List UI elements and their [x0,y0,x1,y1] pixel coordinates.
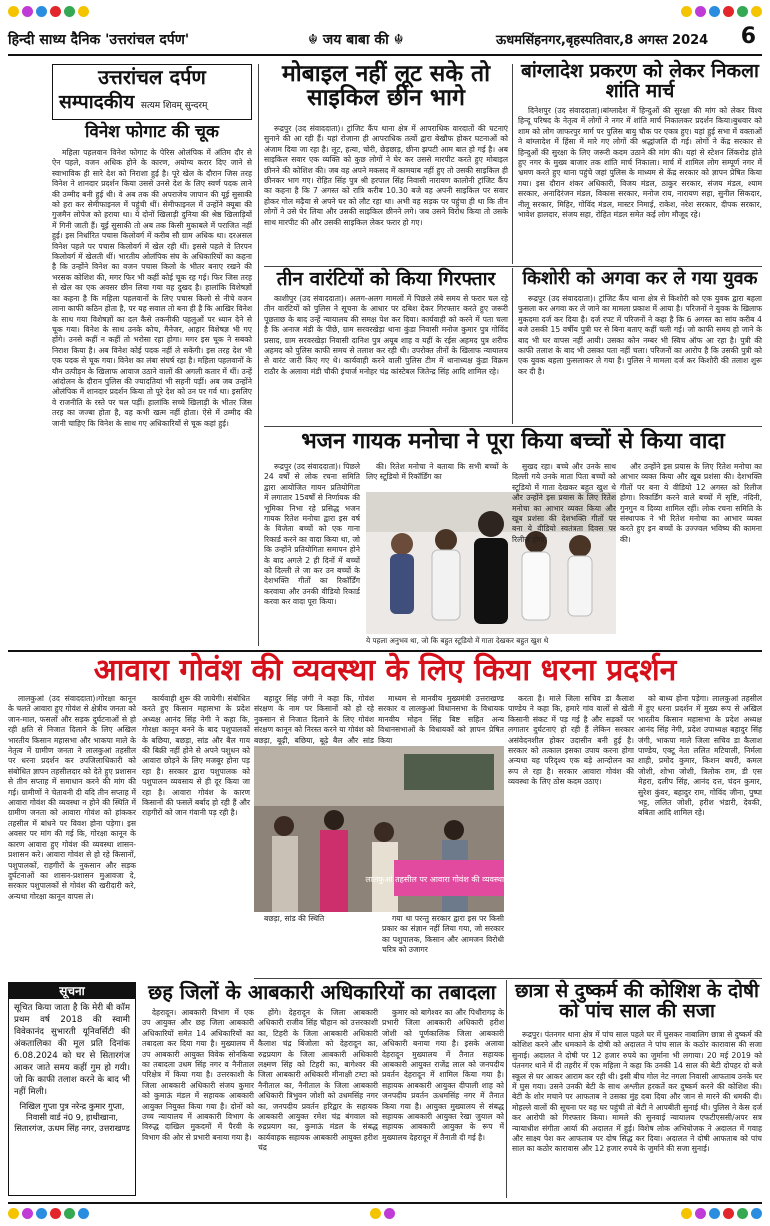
color-dot [695,1208,706,1219]
story1-headline: मोबाइल नहीं लूट सके तो साइकिल छीन भागे [281,61,491,112]
story5-body-col1: रूद्रपुर (उद संवाददाता)। पिछले 24 वर्षों से लोक रचना समिति द्वारा आयोजित गायन प्रतियोगिता में लगातार 15वर्षों से निर्णायक की भूमिका निभा रहे प्रसिद्ध भजन गायक रितेश मनोचा द्वारा इस वर्ष के विजेता बच्चों को एक गाना रिकार्ड करने का वादा किया था, जो कि उन्होंने प्रतियोगिता समापन होने के बाद अगले 2 ही दिनों में बच्चों को दिल्ली ले जा कर उन बच्चों के देशभक्ति गीतों का रिकॉर्डिंग करवाया और उनकी वीडियो रिकार्ड करवा कर वादा पूरा किया। [264,462,360,607]
story3-body: काशीपुर (उद संवाददाता)। अलग-अलग मामलों में पिछले लंबे समय से फरार चल रहे तीन वारंटियों को पुलिस ने सूचना के आधार पर दबिश देकर गिरफ्तार करते हुए जरूरी पूछताछ के बाद उन्हें न्यायालय की समक्ष पेश कर दिया। कार्यवाही को करने में पता चला है कि अनाज मंडी के पीछे, ग्राम सरवरखेड़ा थाना कुंडा निवासी मनोज कुमार पुत्र गोविंद प्रसाद, ग्राम सरवरखेड़ा निवासी दानिश पुत्र अयूब शाह व यहीं के रईस अहमद पुत्र शरीफ अहमद को पुलिस काफी समय से तलाश कर रही थी। उपरोक्त तीनों के खिलाफ न्यायालय से वारंट जारी किए गए थे। कार्यवाही करने वाली पुलिस टीम में थानाध्यक्ष कुंडा विक्रम राठौर के अलावा मंडी चौकी इंचार्ज मनोहर चंद्र कांस्टेबल जितेन्द्र सिंह आदि शामिल रहे। [264,294,508,376]
protest-photo [254,746,533,912]
story5-body-col2: की। रितेश मनोचा ने बताया कि सभी बच्चों के लिए स्टूडियो में रिकॉर्डिंग का [366,462,508,482]
story1-body: रूद्रपुर (उद संवाददाता)। ट्रांजिट कैंप थाना क्षेत्र में आपराधिक वारदातों की घटनाएं सुनाने की आ रही हैं। यहां रोजाना ही आपराधिक तत्वों द्वारा बेखौफ होकर घटनाओं को अंजाम दिया जा रहा है। लूट, हत्या, चोरी, छेड़छाड़, छीना झपटी आम बात हो गई है। अब साइकिल सवार एक व्यक्ति को कुछ लोगों ने घेर कर उससे मारपीट करते हुए मोबाइल छीनने की कोशिश की। जब वह अपने मकसद में कामयाब नहीं हुए तो उसकी साइकिल ही छीनकर भाग गए। रोहित सिंह पुत्र श्री हरपाल सिंह निवासी नारायण कालोनी ट्रांजिट कैंप का कहना है कि 7 अगस्त को रात्रि करीब 10.30 बजे वह अपनी साइकिल पर सवार होकर गोल मढ़ैया से अपने घर को लौट रहा था। अभी वह सड़क पर पहुंचा ही था कि तीन लोगों ने उसे घेर लिया और उसकी साइकिल छीनने लगे। जब उसने विरोध किया तो उसके साथ मारपीट की और उसकी साइकिल लेकर फरार हो गए। [264,124,508,227]
paper-line: हिन्दी साध्य दैनिक 'उत्तरांचल दर्पण' [8,32,190,48]
color-dot [370,1208,381,1219]
story8-body: रूद्रपुर। पंतनगर थाना क्षेत्र में पांच साल पहले घर में घुसकर नाबालिग छात्रा से दुष्कर्म की कोशिश करने और धमकाने के दोषी को अदालत ने पांच साल के कठोर कारावास की सजा सुनाई। अदालत ने दोषी पर 12 हजार रुपये का जुर्माना भी लगाया। 20 मई 2019 को पंतनगर थाने में दी तहरीर में एक महिला ने कहा कि उनकी 14 साल की बेटी दोपहर दो बजे स्कूल से घर आकर आराम कर रही थी। इसी बीच गोल नेट नगला निवासी आफताब उनके घर में घुस गया। उसने उनकी बेटी के साथ अश्लील हरकतें कर दुष्कर्म करने की कोशिश की। बेटी के शोर मचाने पर आफताब ने उसका मुंह दबा दिया और जान से मारने की धमकी दी। मोहल्ले वालों की सूचना पर वह घर पहुंची तो बेटी ने आपबीती सुनाई थी। पुलिस ने केस दर्ज कर आरोपी को गिरफ्तार किया। मामले की सुनवाई न्यायालय एफटीएससी/अपर सत्र न्यायाधीश संगीता आर्या की अदालत में हुई। विशेष लोक अभियोजक ने अदालत में गवाह और साक्ष्य पेश कर आफताब पर दोष सिद्ध कर दिया। अदालत ने दोषी आफताब को पांच साल का कठोर कारावास और 12 हजार रुपये के जुर्माने की सजा सुनाई। [512,1030,762,1154]
page-number: 6 [740,24,756,49]
story3-headline: तीन वारंटियों को किया गिरफ्तार [276,268,496,290]
story6-body-col3: बहादुर सिंह जंगी ने कहा कि, गोवंश संरक्षण के नाम पर किसानों को हो रहे नुकसान से निजात दिलाने के लिए गोवंश संरक्षण कानून को निरस्त करने या गोवंश को बछड़ा, बूढ़ी, बछिया, बूढ़े बैल और सांड [254,694,374,745]
color-dot [737,1208,748,1219]
story7-body-col2: होंगे। देहरादून के जिला आबकारी अधिकारी राजीव सिंह चौहान को उत्तरकाशी का, टिहरी के जिला आबकारी अधिकारी कैलाश चंद्र बिंजोला को देहरादून का, रुद्रप्रयाग के जिला आबकारी अधिकारी लक्ष्मण सिंह को टिहरी का, बागेश्वर की जिला आबकारी अधिकारी मीनाक्षी टम्टा को नैनीताल का, नैनीताल के जिला आबकारी अधिकारी त्रिभुवन जोशी को उधमसिंह नगर का, जनपदीय प्रवर्तन हरिद्वार के सहायक आबकारी आयुक्त रमेश चंद्र बंगवाल को रुद्रप्रयाग का, कुमाऊं मंडल के संबद्ध कार्यवाहक सहायक आबकारी आयुक्त हरीश चंद्र [258,1008,378,1153]
color-dot [723,6,734,17]
color-dot [709,6,720,17]
color-dot [681,6,692,17]
color-dot [751,6,762,17]
notice-box [8,982,136,1196]
notice-title: सूचना [9,983,135,999]
bottom-color-dots [8,1208,762,1222]
trishul-icon: ☬ [393,32,404,48]
color-dot [22,6,33,17]
color-dot [22,1208,33,1219]
color-dot [64,6,75,17]
color-dot [8,6,19,17]
singer-photo-caption: ये पहला अनुभव था, जो कि बहुत स्टूडियो में गाता देखकर बहुत खुश थे [366,636,549,645]
story7-body-col3: कुमार को बागेश्वर का और पिथौरागढ़ के प्रभारी जिला आबकारी अधिकारी हरीश जोशी को पूर्णकालिक जिला आबकारी अधिकारी बनाया गया है। इसके अलावा देहरादून मुख्यालय में तैनात सहायक आबकारी आयुक्त राजेंद्र लाल को जनपदीय प्रवर्तन देहरादून में शामिल किया गया है। सहायक आबकारी आयुक्त दीपाली शाह को जनपदीय प्रवर्तन ऊधमसिंह नगर में तैनात किया गया है। आयुक्त मुख्यालय से संबद्ध सहायक आबकारी आयुक्त रेखा जुयाल को सहायक आबकारी आयुक्त के रूप में मुख्यालय देहरादून में तैनाती दी गई है। [382,1008,504,1142]
color-dot [8,1208,19,1219]
story6-body-col5: करता है। माले जिला सचिव डा कैलाश पाण्डेय ने कहा कि, हमारे गांव वालों से खेती किसानी संकट में पड़ गई है और सड़कों पर लगातार दुर्घटनाएं हो रही हैं लेकिन सरकार असंवेदनशील होकर उदासीन बनी हुई है। सरकार को तत्काल इसका उपाय करना होगा अन्यथा यह परिदृश्य एक बड़े आन्दोलन का रूप ले रहा है। सरकार आवारा गोवंश की व्यवस्था के लिए ठोस कदम उठाए। [508,694,634,787]
color-dot [723,1208,734,1219]
color-dot [36,6,47,17]
color-dot [709,1208,720,1219]
story6-body-col2: कार्यवाही शुरू की जायेगी। संबोधित करते हुए किसान महासभा के प्रदेश अध्यक्ष आनंद सिंह नेगी ने कहा कि, गोरक्षा कानून बनने के बाद पशुपालकों के बछिया, बछड़ा, सांड और बैल गाय की बिक्री नहीं होने से अपने पशुधन को आवारा छोड़ने के लिए मजबूर होना पड़ रहा है। सरकार द्वारा पशुपालक को पशुपालन व्यवसाय से ही दूर किया जा रहा है। आवारा गोवंश के कारण किसानों की फसलें बर्बाद हो रही हैं और राहगीरों को जान गंवानी पड़ रही है। [142,694,250,818]
color-dot [751,1208,762,1219]
color-dot [78,6,89,17]
color-dot [695,6,706,17]
editorial-motto: सत्यम शिवम् सुन्दरम् [140,101,208,111]
story6-body-col1: लालकुआं (उद संवाददाता)।गोरक्षा कानून के चलते आवारा हुए गोवंश से क्षेत्रीय जनता को जान-माल, फसलों और सड़क दुर्घटनाओं से हो रही क्षति से निजात दिलाने के लिए अखिल भारतीय किसान महासभा और भाकपा माले के नेतृत्व में ग्रामीण जनता ने लालकुआं तहसील पर धरना प्रदर्शन कर उपजिलाधिकारी को संबोधित ज्ञापन तहसीलदार को देते हुए प्रशासन से तीन सप्ताह में समाधान करने की मांग की गई। ग्रामीणों ने चेतावनी दी यदि तीन सप्ताह में आवारा गोवंश की व्यवस्था न होने की स्थिति में ग्रामीण जनता को आवारा गोवंश को हांककर तहसील में बांधने पर विवश होना पड़ेगा। इस अवसर पर मांग की गई कि, गोरक्षा कानून के कारण आवारा हुए गोवंश की व्यवस्था शासन-प्रशासन करे। आवारा गोवंश से हो रहे किसानों, पशुपालकों, राहगीरों के नुकसान और सड़क दुर्घटनाओं का शासन-प्रशासन मुआवजा दे, सरकार पशुपालकों से गोवंश की खरीदारी करे, अन्यथा गोरक्षा कानून वापस ले। [8,694,136,901]
trishul-icon: ☬ [308,32,318,48]
story2-body: दिनेशपुर (उद संवाददाता)।बांग्लादेश में हिन्दुओं की सुरक्षा की मांग को लेकर विश्व हिन्दू परिषद के नेतृत्व में लोगों ने नगर में शांति मार्च निकालकर प्रदर्शन किया।बुधवार को शाम को लोग जाफरपुर मार्ग पर पुलिस बायु चौक पर एकत्र हुए। यहां हुई सभा में वक्ताओं ने बांग्लादेश में हिंसा में मारे गए लोगों की श्रद्धांजलि दी गई। लोगों ने केंद्र सरकार से हिन्दुओं की सुरक्षा के लिए जरूरी कदम उठाने की मांग की। यहां से स्टेशन लिंकरोड होते हुए नगर के मुख्य बाजार तक शांति मार्च निकाला। मार्च में शामिल लोग सम्पूर्ण नगर में भ्रमण करते हुए थाना पहुंचे जहां पुलिस के माध्यम से केंद्र सरकार को ज्ञापन प्रेषित किया गया। इस दौरान शंकर अधिकारी, विजय मंडल, ठाकुर सरकार, संजय मंडल, श्याम सरकार, अनादिरंजन मंडल, विकास सरकार, मनोज राय, नारायण सहा, सुनील सिकदार, नीलू सरकार, मिहिर, गोविंद मंडल, मास्टर निमाई, राकेश, नरेश सरकार, दीपक सरकार, भावेश हालदार, संजय सहा, रोहित मंडल समेत कई लोग मौजूद रहे। [518,106,762,220]
notice-signature: निखिल गुप्ता पुत्र नरेन्द्र कुमार गुप्ता, निवासी वार्ड नं0 9, हाथीखाना, सितारगंज, ऊधम सिंह नगर, उत्तराखण्ड [14,1101,130,1133]
top-color-dots [8,6,762,20]
color-dot [384,1208,395,1219]
masthead-rule [8,54,762,56]
editorial-label: सम्पादकीय सत्यम शिवम् सुन्दरम् [59,91,208,113]
notice-body: सूचित किया जाता है कि मेरी बी कॉम प्रथम वर्ष 2018 की स्वामी विवेकानंद सुभारती यूनिवर्सिटी की अंकतालिका की मूल प्रति दिनांक 6.08.2024 को घर से सितारगंज आकर जाते समय कहीं गुम हो गयी। जो कि काफी तलाश करने के बाद भी नहीं मिली। [14,1003,130,1097]
story8-headline: छात्रा से दुष्कर्म की कोशिश के दोषी को पांच साल की सजा [515,980,759,1022]
editorial-brand: उत्तरांचल दर्पण [98,65,206,89]
color-dot [50,6,61,17]
story5-headline: भजन गायक मनोचा ने पूरा किया बच्चों से किया वादा [301,429,725,454]
color-dot [737,6,748,17]
story7-headline: छह जिलों के आबकारी अधिकारियों का तबादला [148,980,496,1004]
svg-text:लालकुआं तहसील पर आवारा गोवंश क: लालकुआं तहसील पर आवारा गोवंश की व्यवस्था हेतु धरना [365,875,533,884]
color-dot [36,1208,47,1219]
date-line: ऊधमसिंहनगर,बृहस्पतिवार,8 अगस्त 2024 [496,33,709,48]
masthead [8,24,762,52]
story7-body-col1: देहरादून। आबकारी विभाग में एक उप आयुक्त और छह जिला आबकारी अधिकारियों समेत 14 अधिकारियों का तबादला कर दिया गया है। मुख्यालय में उप आबकारी आयुक्त विवेक सोनकिया का तबादला उधम सिंह नगर व नैनीताल परिक्षेत्र में किया गया है। उत्तरकाशी के जिला आबकारी अधिकारी संजय कुमार को कुमाऊं मंडल में सहायक आबकारी आयुक्त नियुक्त किया गया है। दोनों को उच्च न्यायालय में आबकारी विभाग के विरुद्ध दाखिल मुकदमों में पैरवी के विभाग की ओर से प्रभारी बनाया गया है। [142,1008,254,1142]
protest-gathering-image [254,746,533,912]
color-dot [50,1208,61,1219]
story6-body-col4: माध्यम से मानवीय मुख्यमंत्री उत्तराखण्ड सरकार व लालकुआं विधानसभा के विधायक मानवीय मोहन सिंह बिष्ट सहित अन्य विधानसभाओं के विधायकों को ज्ञापन प्रेषित किया [378,694,504,745]
story6-body-col3b: बछड़ा, सांड की स्थिति [264,914,325,923]
editorial-headline: विनेश फोगाट की चूक [85,122,219,142]
story2-headline: बांग्लादेश प्रकरण को लेकर निकला शांति मार्च [521,60,759,102]
color-dot [64,1208,75,1219]
color-dot [78,1208,89,1219]
story5-body-col3: सुखद रहा। बच्चे और उनके साथ दिल्ली गये उनके माता पिता बच्चों को स्टूडियो में गाता देखकर बहुत खुश थे और उन्होंने इस प्रयास के लिए रितेश मनोचा का आभार व्यक्त किया और खूब प्रशंसा की देशभक्ति गीतों पर बना ये वीडियो स्वतंत्रता दिवस पर रिलीज होगा। [512,462,616,544]
color-dot [681,1208,692,1219]
center-line: ☬ जय बाबा की ☬ [308,32,404,48]
story6-headline: आवारा गोवंश की व्यवस्था के लिए किया धरना प्रदर्शन [93,653,677,688]
story6-body-col6: को बाध्य होना पड़ेगा। लालकुआं तहसील में हुए धरना प्रदर्शन में मुख्य रूप से अखिल भारतीय किसान महासभा के प्रदेश अध्यक्ष आनंद सिंह नेगी, प्रदेश उपाध्यक्ष बहादुर सिंह जंगी, भाकपा माले जिला सचिव डा कैलाश पाण्डेय, एक्टू नेता ललित मटियाली, निर्मला शाही, प्रमोद कुमार, किशन बघरी, कमल जोशी, शोभा जोशी, त्रिलोक राम, डी एस मेहरा, दलीप सिंह, आनंद दत्त, चंदन कुमार, सुरेश कुंवर, बहादुर राम, गोविंद जीना, पुष्पा भट्ट, ललित जोशी, हरीश भंडारी, देवकी, बबिता आदि शामिल रहे। [638,694,762,818]
story6-body-col4b: गया था परन्तु सरकार द्वारा इस पर किसी प्रकार का संज्ञान नहीं लिया गया, जो सरकार का पशुपालक, किसान और आमजन विरोधी चरित्र को उजागर [382,914,504,955]
story4-body: रूद्रपुर (उद संवाददाता)। ट्रांजिट कैंप थाना क्षेत्र से किशोरी को एक युवक द्वारा बहला फुसला कर अगवा कर ले जाने का मामला प्रकाश में आया है। परिजनों ने युवक के खिलाफ मुकदमा दर्ज कर दिया है। दर्ज रपट में परिजनों ने कहा है कि 6 अगस्त का सांय करीब 4 बजे उसकी 15 वर्षीय पुत्री घर से बिना बताए कहीं चली गई। जो काफी समय हो जाने के बाद भी घर वापस नहीं आयी। उसका कोन नम्बर भी स्विच ऑफ आ रहा है। पुत्री की काफी तलाश के बाद भी उसका पता नहीं चला। परिजनों का आरोप है कि उसकी पुत्री को एक युवक बहला फुसलाकर ले गया है। पुलिस ने मामला दर्ज कर किशोरी की तलाश शुरू कर दी है। [518,294,762,376]
editorial-body: महिला पहलवान विनेश फोगाट के पेरिस ओलंपिक में अंतिम दौर से ऐन पहले, वजन अधिक होने के कारण, अयोग्य करार दिए जाने से स्वाभाविक ही सारे देश को निराशा हुई है। पूरे खेल के दौरान जिस तरह विनेश ने शानदार प्रदर्शन किया उससे उनसे देश के लिए स्वर्ण पदक लाने की उम्मीद बनी हुई थी। वे अब तक की अपराजेय जापान की यूई सुसाकी को हरा कर सेमीफाइनल में पहुंची थीं। सेमीफाइनल में उन्होंने क्यूबा की गुजमैन लोपेज को हराया था। ये दोनों खिलाड़ी दुनिया की श्रेष्ठ खिलाड़ियों में गिनी जाती हैं। यूई सुसाकी तो अब तक किसी मुकाबले में पराजित नहीं हुई। इस निर्धारित पचास किलोवर्ग में करीब सौ ग्राम अधिक था। दरअसल विनेश पहले पर पचास किलोवर्ग में खेल रही थीं। इससे पहले वे तिरपन किलोवर्ग में खेलती थीं। भारतीय ओलंपिक संघ के अधिकारियों का कहना है कि उन्होंने विनेश का वजन पचास किलो के भीतर बनाए रखने की भरसक कोशिश की, मगर फिर भी कहीं कोई चूक रह गई। फिर जिस तरह से खेल का एक अवसर छीन लिया गया वह दुखद है। हालांकि विशेषज्ञों का कहना है कि महिला पहलवानों के लिए पचास किलो से नीचे वजन लाना काफी कठिन होता है, पर यह सवाल तो बना ही है कि आखिर विनेश के साथ गया विशेषज्ञों का दल कैसे तकनीकी पहलुओं पर ध्यान देने से चूक गया। विनेश के साथ उनके कोच, मैनेजर, आहार विशेषज्ञ भी गए होंगे। उनसे कहीं न कहीं तो भरोसा रहा होगा। मगर इस चूक ने सबको निराश किया है। अब विनेश कोई पदक नहीं ले सकेंगी। इस तरह देश भी एक पदक से चूक गया। विनेश का लंबा संघर्ष रहा है। महिला पहलवानों के यौन उत्पीड़न के खिलाफ आवाज उठाने वालों की अगली कतार में थीं। उन्हें आंदोलन के दौरान पुलिस की ज्यादतियां भी सहनी पड़ीं। अब जब उन्होंने ओलंपिक में शानदार प्रदर्शन किया तो पूरे देश को उन पर गर्व था। इसलिए वे राजनीति के रस्ते पर चल पड़ीं। हालांकि सच्चे खिलाड़ी के भीतर जिस तरह का जज्बा होता है, वह कभी खत्म नहीं होता। ऐसे में उम्मीद की जानी चाहिए कि विनेश के साथ गए अधिकारियों से चूक कहां हुई। [52,148,252,428]
editorial-box [52,64,252,120]
story4-headline: किशोरी को अगवा कर ले गया युवक [522,268,758,289]
story5-body-col4: और उन्होंने इस प्रयास के लिए रितेश मनोचा का आभार व्यक्त किया और खूब प्रशंसा की। देशभक्ति गीतों पर बना ये वीडियो 12 अगस्त को रिलीज होगा। रिकार्डिंग करने वाले बच्चों में सृष्टि, नंदिनी, गुनगुन व दिव्या शामिल रहीं। लोक रचना समिति के संस्थापक ने भी रितेश मनोचा का आभार व्यक्त करते हुए इन बच्चों के उज्ज्वल भविष्य की कामना की। [620,462,762,544]
